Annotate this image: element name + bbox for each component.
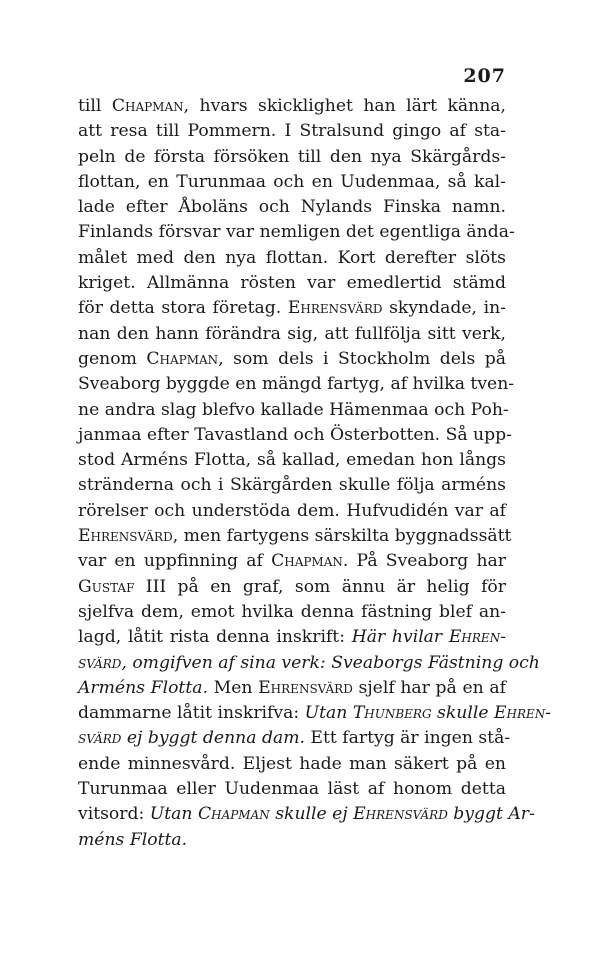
text-line [78, 828, 506, 853]
text-line [78, 448, 506, 473]
text-segment: Thunberg [352, 703, 432, 724]
text-segment: Ehrensvärd [258, 677, 353, 698]
text-line [78, 246, 506, 271]
text-segment: Chapman [111, 96, 184, 116]
text-segment: kriget. Allmänna rösten var emedlertid stämd [78, 273, 506, 294]
text-segment: skulle [431, 703, 494, 724]
text-segment: målet med den nya flottan. Kort derefter slöts [78, 247, 506, 268]
text-segment: Ehren- [448, 627, 507, 648]
text-segment: stod Arméns Flotta, så kallad, emedan hon långs [78, 450, 506, 471]
text-segment: dammarne låtit inskrifva: [78, 703, 305, 724]
text-segment: lade efter Åboläns och Nylands Finska namn. [78, 197, 506, 218]
text-segment: vitsord: [78, 804, 150, 825]
text-line [78, 473, 506, 498]
text-line [78, 347, 506, 372]
text-segment: sjelf har på en af [352, 677, 506, 698]
text-segment: Turunmaa eller Uudenmaa läst af honom detta [78, 779, 506, 800]
text-line [78, 398, 509, 423]
text-segment: stränderna och i Skärgården skulle följa arméns [78, 475, 506, 496]
text-segment: , hvars skicklighet han lärt känna, [183, 96, 506, 116]
text-segment: Utan [304, 703, 353, 724]
text-segment: ne andra slag blefvo kallade Hämenmaa och Poh- [78, 399, 509, 420]
text-line [78, 322, 506, 347]
text-line [78, 701, 552, 726]
book-page [78, 60, 552, 853]
text-line [78, 119, 506, 144]
text-segment: Här hvilar [351, 627, 449, 648]
body-text [78, 94, 552, 853]
text-segment: att resa till Pommern. I Stralsund gingo af sta- [78, 121, 506, 142]
text-line [78, 220, 515, 245]
text-line [78, 499, 506, 524]
text-line [78, 549, 506, 574]
text-segment: flottan, en Turunmaa och en Uudenmaa, så kal- [78, 171, 506, 192]
text-line [78, 524, 512, 549]
text-segment: byggt Ar- [447, 804, 535, 825]
text-segment: för detta stora företag. [78, 298, 288, 319]
text-segment: Ehrensvärd [78, 526, 173, 547]
text-segment: . På Sveaborg har [342, 551, 506, 572]
text-line [78, 752, 506, 777]
text-line [78, 575, 506, 600]
text-segment: Chapman [271, 551, 343, 572]
text-line [78, 625, 506, 650]
text-segment: skyndade, in- [382, 298, 506, 319]
page-number: 207 [463, 65, 506, 87]
text-line [78, 600, 506, 625]
text-segment: sjelfva dem, emot hvilka denna fästning blef an- [78, 601, 506, 622]
text-segment: ende minnesvård. Eljest hade man säkert på en [78, 753, 506, 774]
text-segment: Ehrensvärd [287, 298, 383, 319]
text-segment: genom [78, 348, 147, 369]
text-segment: Ehrensvärd [353, 804, 448, 825]
text-segment: ej byggt denna dam. [121, 728, 305, 749]
text-segment: till [78, 96, 112, 116]
text-segment: , omgifven af sina verk: Sveaborgs Fästning och [121, 652, 540, 673]
text-segment: Arméns Flotta. [78, 677, 208, 698]
text-line [78, 423, 512, 448]
text-segment: Utan [149, 804, 198, 825]
text-segment: , men fartygens särskilta byggnadssätt [172, 526, 512, 547]
text-segment: Chapman [197, 804, 270, 825]
text-segment: Men [207, 677, 259, 698]
text-line [78, 296, 506, 321]
text-line [78, 145, 506, 170]
text-line [78, 271, 506, 296]
text-segment: Chapman [146, 348, 219, 369]
text-segment: lagd, låtit rista denna inskrift: [78, 627, 352, 648]
text-line [78, 372, 515, 397]
text-segment: , som dels i Stockholm dels på [218, 348, 506, 369]
text-segment: Ehren- [493, 703, 552, 724]
text-segment: Sveaborg byggde en mängd fartyg, af hvilka tven- [78, 374, 515, 395]
text-line [78, 726, 511, 751]
text-segment: var en uppfinning af [78, 551, 272, 572]
text-segment: svärd [78, 728, 122, 749]
text-segment: svärd [78, 652, 122, 673]
text-line [78, 802, 535, 827]
text-line [78, 94, 506, 119]
text-line [78, 777, 506, 802]
text-segment: Ett fartyg är ingen stå- [304, 728, 511, 749]
text-line [78, 676, 506, 701]
text-segment: skulle ej [269, 804, 354, 825]
text-line [78, 170, 506, 195]
text-segment: Gustaf [78, 576, 135, 597]
text-segment: rörelser och understöda dem. Hufvudidén var af [78, 500, 506, 521]
text-segment: III på en graf, som ännu är helig för [134, 576, 506, 597]
text-segment: Finlands försvar var nemligen det egentliga ända- [78, 222, 515, 243]
text-segment: nan den hann förändra sig, att fullfölja sitt verk, [78, 323, 506, 344]
text-segment: méns Flotta. [78, 829, 188, 850]
text-line [78, 195, 506, 220]
text-line [78, 651, 540, 676]
text-segment: peln de första försöken till den nya Skärgårds- [78, 146, 506, 167]
text-segment: janmaa efter Tavastland och Österbotten. Så upp- [78, 424, 512, 445]
